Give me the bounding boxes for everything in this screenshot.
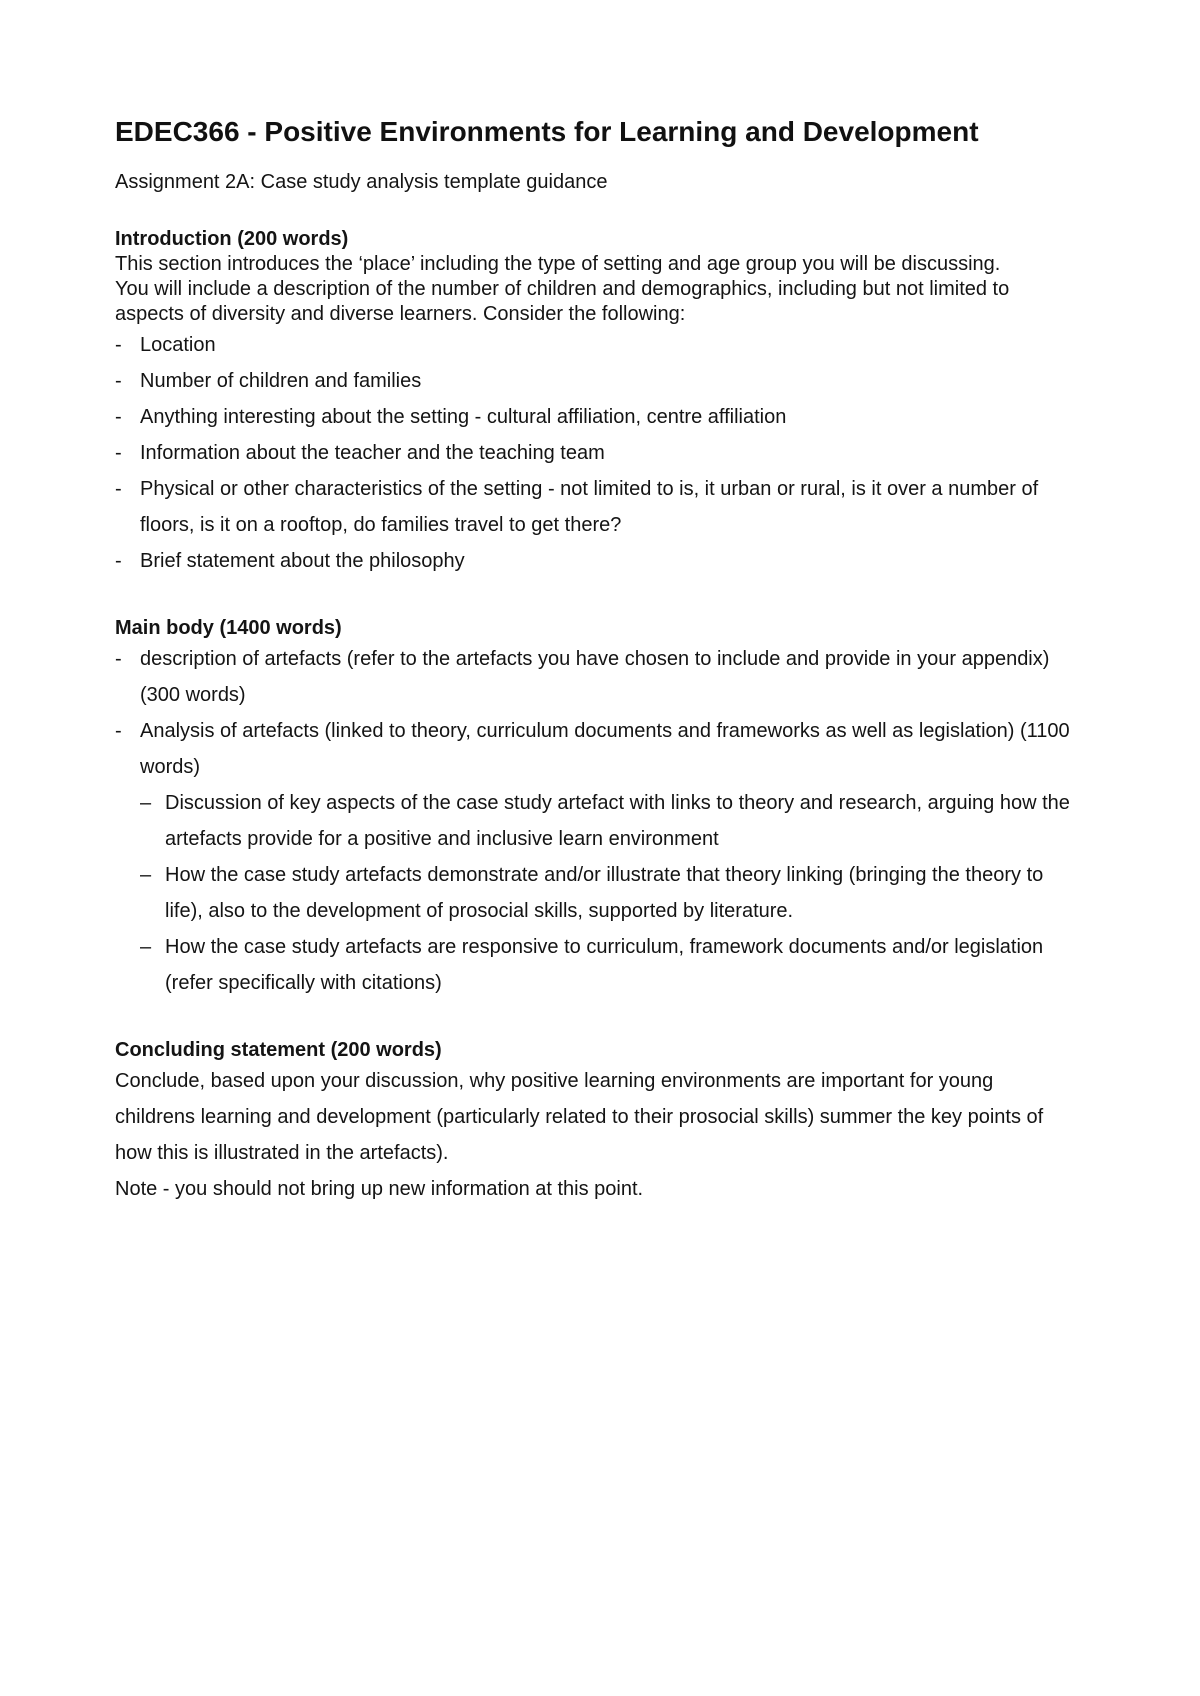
list-item: - description of artefacts (refer to the artefacts you have chosen to include and provide in your appendix) (300 words) [115, 641, 1075, 713]
sub-list-item: – Discussion of key aspects of the case study artefact with links to theory and research, arguing how the artefacts provide for a positive and inclusive learn environment [140, 785, 1075, 857]
list-item: - Number of children and families [115, 363, 1075, 399]
introduction-paragraph-2: You will include a description of the number of children and demographics, including but not limited to aspects of diversity and diverse learners. Consider the following: [115, 278, 1010, 325]
introduction-list [115, 327, 1075, 579]
document-subtitle: Assignment 2A: Case study analysis template guidance [115, 171, 608, 193]
document-page [115, 112, 1075, 1207]
main-body-heading: Main body (1400 words) [115, 617, 342, 639]
list-item: - Physical or other characteristics of the setting - not limited to is, it urban or rural, is it over a number of floors, is it on a rooftop, do families travel to get there? [115, 471, 1075, 543]
list-item: - Location [115, 327, 1075, 363]
document-title: EDEC366 - Positive Environments for Learning and Development [115, 116, 979, 147]
concluding-heading: Concluding statement (200 words) [115, 1039, 442, 1061]
main-body-section [115, 615, 1075, 1001]
list-item: - Analysis of artefacts (linked to theory, curriculum documents and frameworks as well as legislation) (1100 words) [115, 713, 1075, 785]
concluding-section [115, 1037, 1075, 1207]
main-body-list [115, 641, 1075, 785]
introduction-paragraph-1: This section introduces the ‘place’ including the type of setting and age group you will be discussing. [115, 253, 1001, 275]
introduction-heading: Introduction (200 words) [115, 228, 349, 250]
main-body-sub-list [140, 785, 1075, 1001]
list-item: - Anything interesting about the setting - cultural affiliation, centre affiliation [115, 399, 1075, 435]
list-item: - Information about the teacher and the teaching team [115, 435, 1075, 471]
list-item: - Brief statement about the philosophy [115, 543, 1075, 579]
sub-list-item: – How the case study artefacts are responsive to curriculum, framework documents and/or legislation (refer specifically with citations) [140, 929, 1075, 1001]
sub-list-item: – How the case study artefacts demonstrate and/or illustrate that theory linking (bringing the theory to life), also to the development of prosocial skills, supported by literature. [140, 857, 1075, 929]
concluding-paragraph-2: Note - you should not bring up new information at this point. [115, 1178, 644, 1200]
concluding-paragraph-1: Conclude, based upon your discussion, why positive learning environments are important for young childrens learning and development (particularly related to their prosocial skills) summer the key points of how this is illustrated in the artefacts). [115, 1070, 1044, 1164]
introduction-section [115, 226, 1075, 579]
